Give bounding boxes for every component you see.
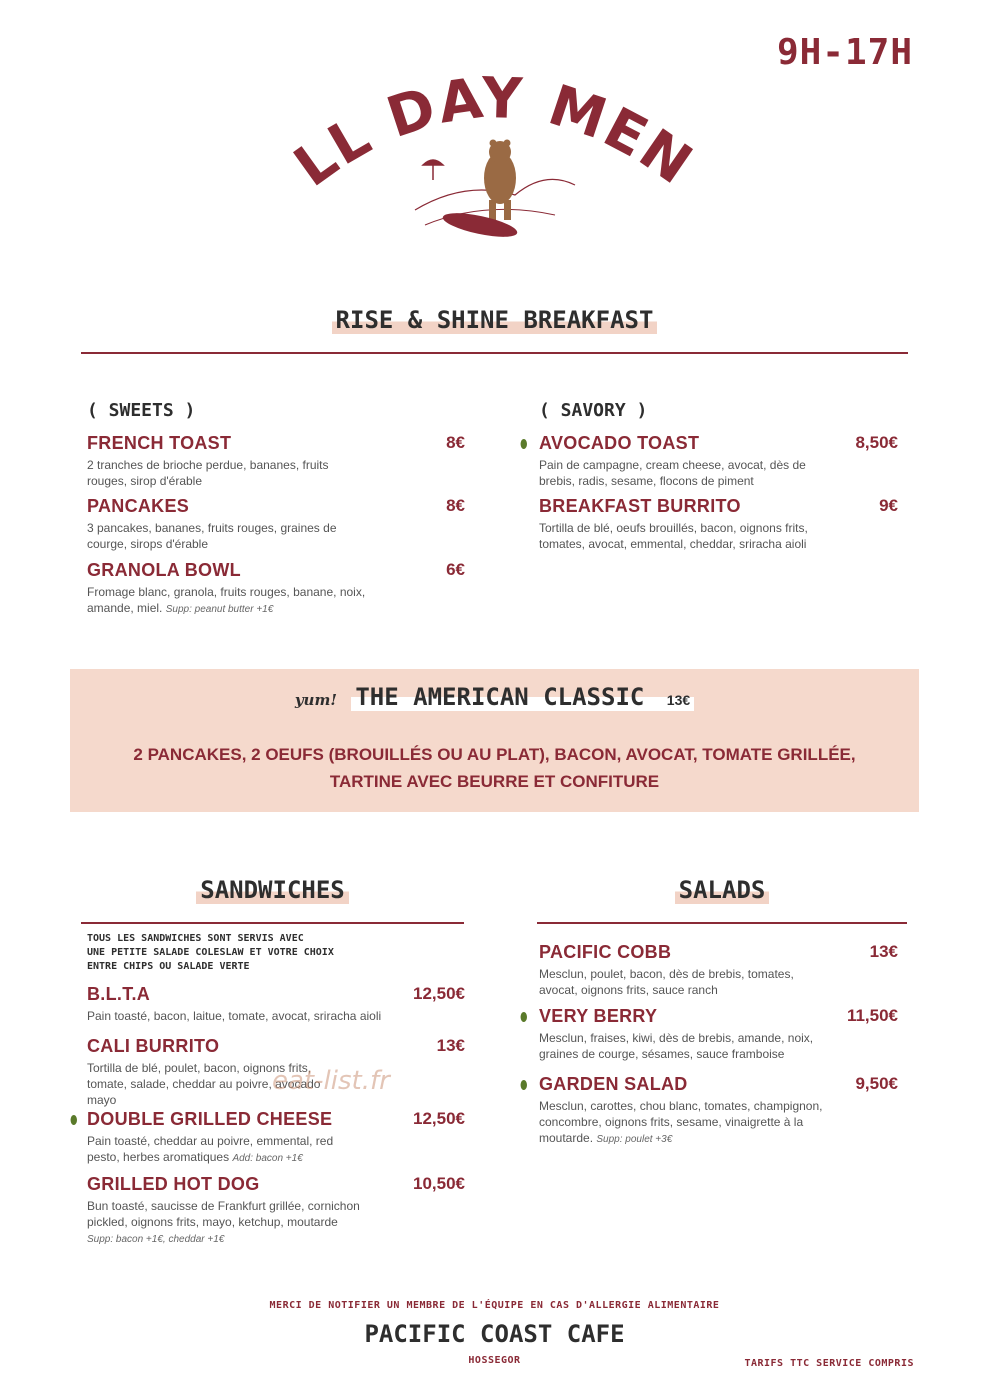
avocado-icon: ⬮ — [520, 437, 528, 451]
salads-divider — [537, 922, 907, 924]
breakfast-title: RISE & SHINE BREAKFAST — [0, 306, 989, 334]
menu-item-very-berry: VERY BERRY 11,50€ Mesclun, fraises, kiwi, dès de brebis, amande, noix, graines de courge, sésames, sauce framboise — [539, 1006, 898, 1061]
salads-title: SALADS — [537, 876, 907, 904]
menu-item-garden-salad: GARDEN SALAD 9,50€ Mesclun, carottes, chou blanc, tomates, champignon, concombre, oignons frits, sesame, vinaigrette à la moutarde. Supp: poulet +3€ — [539, 1074, 898, 1145]
american-classic-banner — [70, 669, 919, 812]
menu-item-blta: B.L.T.A 12,50€ Pain toasté, bacon, laitue, tomate, avocat, sriracha aioli — [87, 984, 465, 1023]
bear-snowboard-icon — [285, 60, 705, 250]
sweets-label: ( SWEETS ) — [87, 400, 196, 421]
savory-label: ( SAVORY ) — [539, 400, 648, 421]
menu-item-granola-bowl: GRANOLA BOWL 6€ Fromage blanc, granola, fruits rouges, banane, noix, amande, miel. Supp: peanut butter +1€ — [87, 560, 465, 615]
allergy-note: MERCI DE NOTIFIER UN MEMBRE DE L'ÉQUIPE EN CAS D'ALLERGIE ALIMENTAIRE — [269, 1300, 720, 1311]
tarifs-note: TARIFS TTC SERVICE COMPRIS — [744, 1358, 914, 1369]
menu-item-grilled-hot-dog: GRILLED HOT DOG 10,50€ Bun toasté, saucisse de Frankfurt grillée, cornichon pickled, oignons frits, mayo, ketchup, moutarde Supp: bacon +1€, cheddar +1€ — [87, 1174, 465, 1245]
menu-item-pancakes: PANCAKES 8€ 3 pancakes, bananes, fruits rouges, graines de courge, sirops d'érable — [87, 496, 465, 551]
cafe-name: PACIFIC COAST CAFE — [364, 1320, 625, 1348]
logo — [285, 60, 705, 250]
american-classic-title: THE AMERICAN CLASSIC 13€ — [351, 683, 694, 711]
menu-item-cali-burrito: CALI BURRITO 13€ Tortilla de blé, poulet, bacon, oignons frits, tomate, salade, cheddar au poivre, avocado mayo — [87, 1036, 465, 1107]
watermark: eat-list.fr — [272, 1066, 390, 1096]
avocado-icon: ⬮ — [520, 1078, 528, 1092]
menu-item-pacific-cobb: PACIFIC COBB 13€ Mesclun, poulet, bacon, dès de brebis, tomates, avocat, oignons frits, sauce ranch — [539, 942, 898, 997]
avocado-icon: ⬮ — [70, 1113, 78, 1127]
avocado-icon: ⬮ — [520, 1010, 528, 1024]
menu-item-french-toast: FRENCH TOAST 8€ 2 tranches de brioche perdue, bananes, fruits rouges, sirop d'érable — [87, 433, 465, 488]
cafe-town: HOSSEGOR — [468, 1355, 521, 1366]
breakfast-divider — [81, 352, 908, 354]
menu-item-double-grilled-cheese: DOUBLE GRILLED CHEESE 12,50€ Pain toasté, cheddar au poivre, emmental, red pesto, herbes aromatiques Add: bacon +1€ — [87, 1109, 465, 1164]
american-classic-price: 13€ — [666, 692, 691, 708]
american-classic-desc: 2 PANCAKES, 2 OEUFS (BROUILLÉS OU AU PLAT), BACON, AVOCAT, TOMATE GRILLÉE, TARTINE AVEC BEURRE ET CONFITURE — [133, 745, 856, 791]
menu-item-breakfast-burrito: BREAKFAST BURRITO 9€ Tortilla de blé, oeufs brouillés, bacon, oignons frits, tomates, avocat, emmental, cheddar, sriracha aioli — [539, 496, 898, 551]
sandwiches-divider — [81, 922, 464, 924]
sandwiches-note: TOUS LES SANDWICHES SONT SERVIS AVEC UNE PETITE SALADE COLESLAW ET VOTRE CHOIX ENTRE CHIPS OU SALADE VERTE — [87, 933, 334, 972]
yum-label: yum! — [294, 691, 337, 709]
menu-item-avocado-toast: AVOCADO TOAST 8,50€ Pain de campagne, cream cheese, avocat, dès de brebis, radis, sesame, flocons de piment — [539, 433, 898, 488]
sandwiches-title: SANDWICHES — [81, 876, 464, 904]
logo-text: LL DAY MEN — [285, 65, 705, 200]
opening-hours: 9H-17H — [776, 32, 913, 73]
